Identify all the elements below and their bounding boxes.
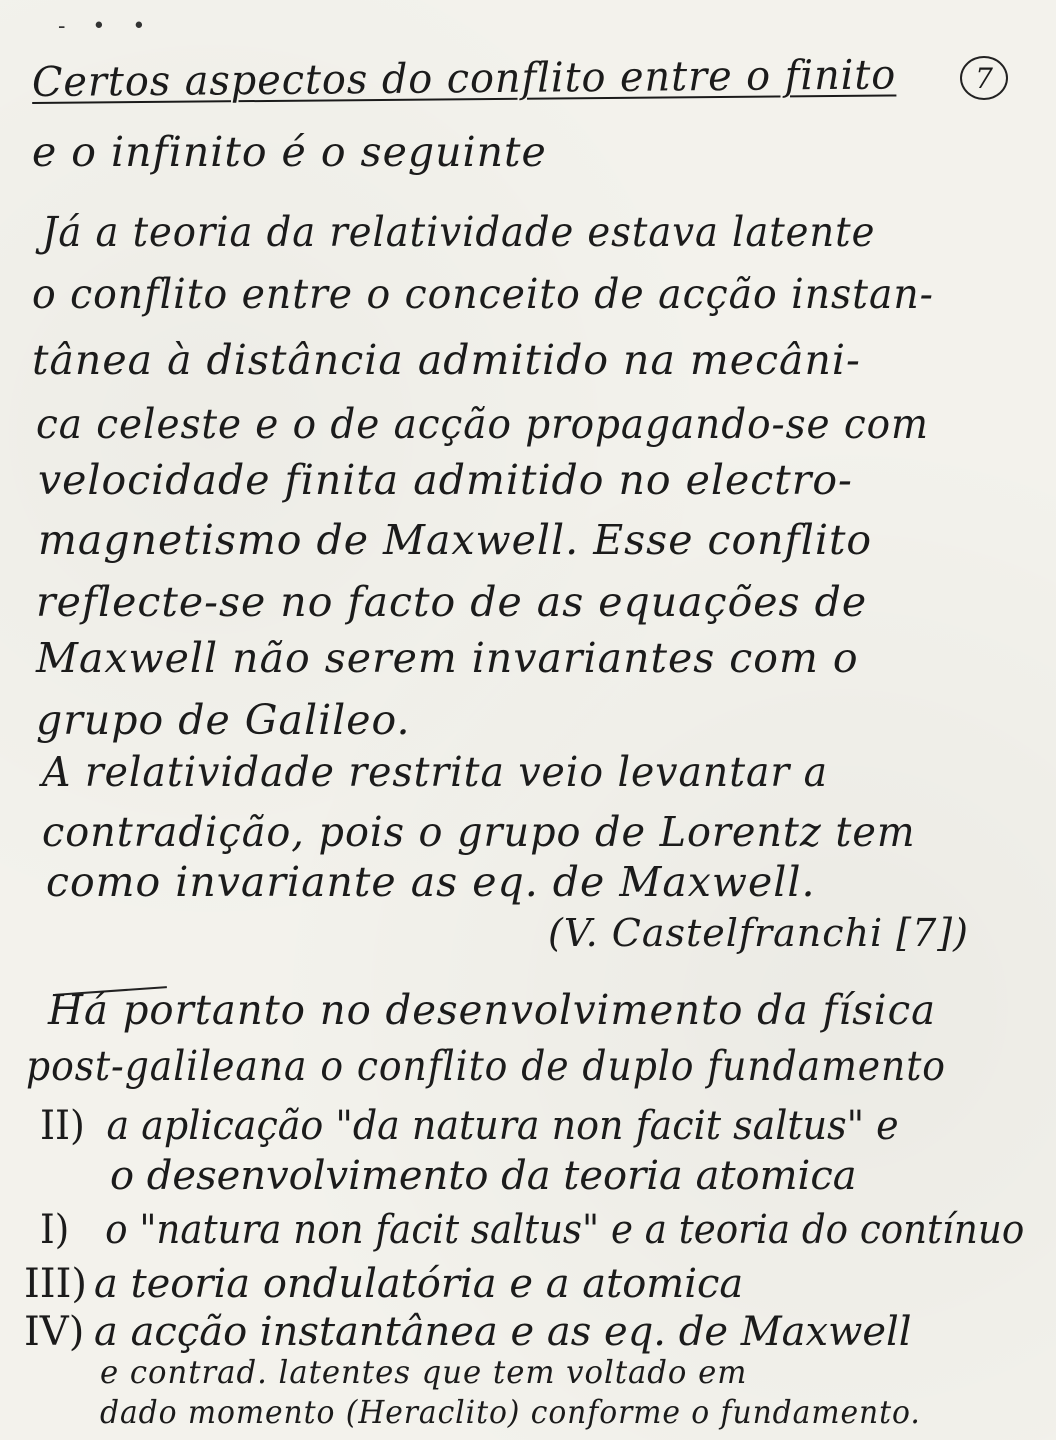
list-item-text: a acção instantânea e as eq. de Maxwell bbox=[94, 1309, 912, 1355]
list-item-number: III) bbox=[24, 1261, 88, 1307]
list-item-III bbox=[24, 1261, 744, 1307]
list-item-text: o "natura non facit saltus" e a teoria do contínuo bbox=[105, 1207, 1025, 1253]
paragraph2-line-1: Há portanto no desenvolvimento da física bbox=[48, 986, 937, 1034]
paragraph1-line-5: velocidade finita admitido no electro- bbox=[38, 456, 853, 504]
list-item-text: o desenvolvimento da teoria atomica bbox=[110, 1153, 857, 1199]
paragraph1-line-4: ca celeste e o de acção propagando-se com bbox=[36, 400, 929, 448]
paragraph1-line-12: como invariante as eq. de Maxwell. bbox=[46, 858, 816, 906]
note-subtitle: e o infinito é o seguinte bbox=[32, 128, 547, 176]
paragraph1-line-7: reflecte-se no facto de as equações de bbox=[36, 578, 868, 626]
paragraph1-line-11: contradição, pois o grupo de Lorentz tem bbox=[42, 808, 916, 856]
paragraph1-line-1: Já a teoria da relatividade estava latente bbox=[42, 208, 876, 256]
page-marks: - • • bbox=[58, 14, 156, 39]
list-item-II-continued bbox=[110, 1153, 857, 1199]
closing-line-2: dado momento (Heraclito) conforme o fundamento. bbox=[100, 1393, 921, 1431]
closing-line-1: e contrad. latentes que tem voltado em bbox=[100, 1353, 748, 1391]
list-item-number: I) bbox=[40, 1207, 70, 1253]
list-item-text: a teoria ondulatória e a atomica bbox=[94, 1261, 744, 1307]
paragraph1-line-2: o conflito entre o conceito de acção instan- bbox=[32, 270, 934, 318]
paragraph1-line-3: tânea à distância admitido na mecâni- bbox=[32, 336, 861, 384]
page-number: 7 bbox=[960, 56, 1008, 100]
paragraph2-line-2: post-galileana o conflito de duplo fundamento bbox=[26, 1042, 946, 1090]
note-title: Certos aspectos do conflito entre o finito bbox=[31, 50, 897, 106]
list-item-I bbox=[40, 1207, 1025, 1253]
paragraph1-line-9: grupo de Galileo. bbox=[36, 696, 411, 744]
paragraph1-line-10: A relatividade restrita veio levantar a bbox=[42, 748, 829, 796]
list-item-IV bbox=[24, 1309, 912, 1355]
paragraph1-line-8: Maxwell não serem invariantes com o bbox=[36, 634, 859, 682]
list-item-number: II) bbox=[40, 1103, 85, 1149]
list-item-number: IV) bbox=[24, 1309, 85, 1355]
list-item-text: a aplicação "da natura non facit saltus" e bbox=[106, 1103, 899, 1149]
citation: (V. Castelfranchi [7]) bbox=[548, 911, 969, 955]
paragraph1-line-6: magnetismo de Maxwell. Esse conflito bbox=[38, 516, 873, 564]
list-item-II bbox=[40, 1103, 899, 1149]
